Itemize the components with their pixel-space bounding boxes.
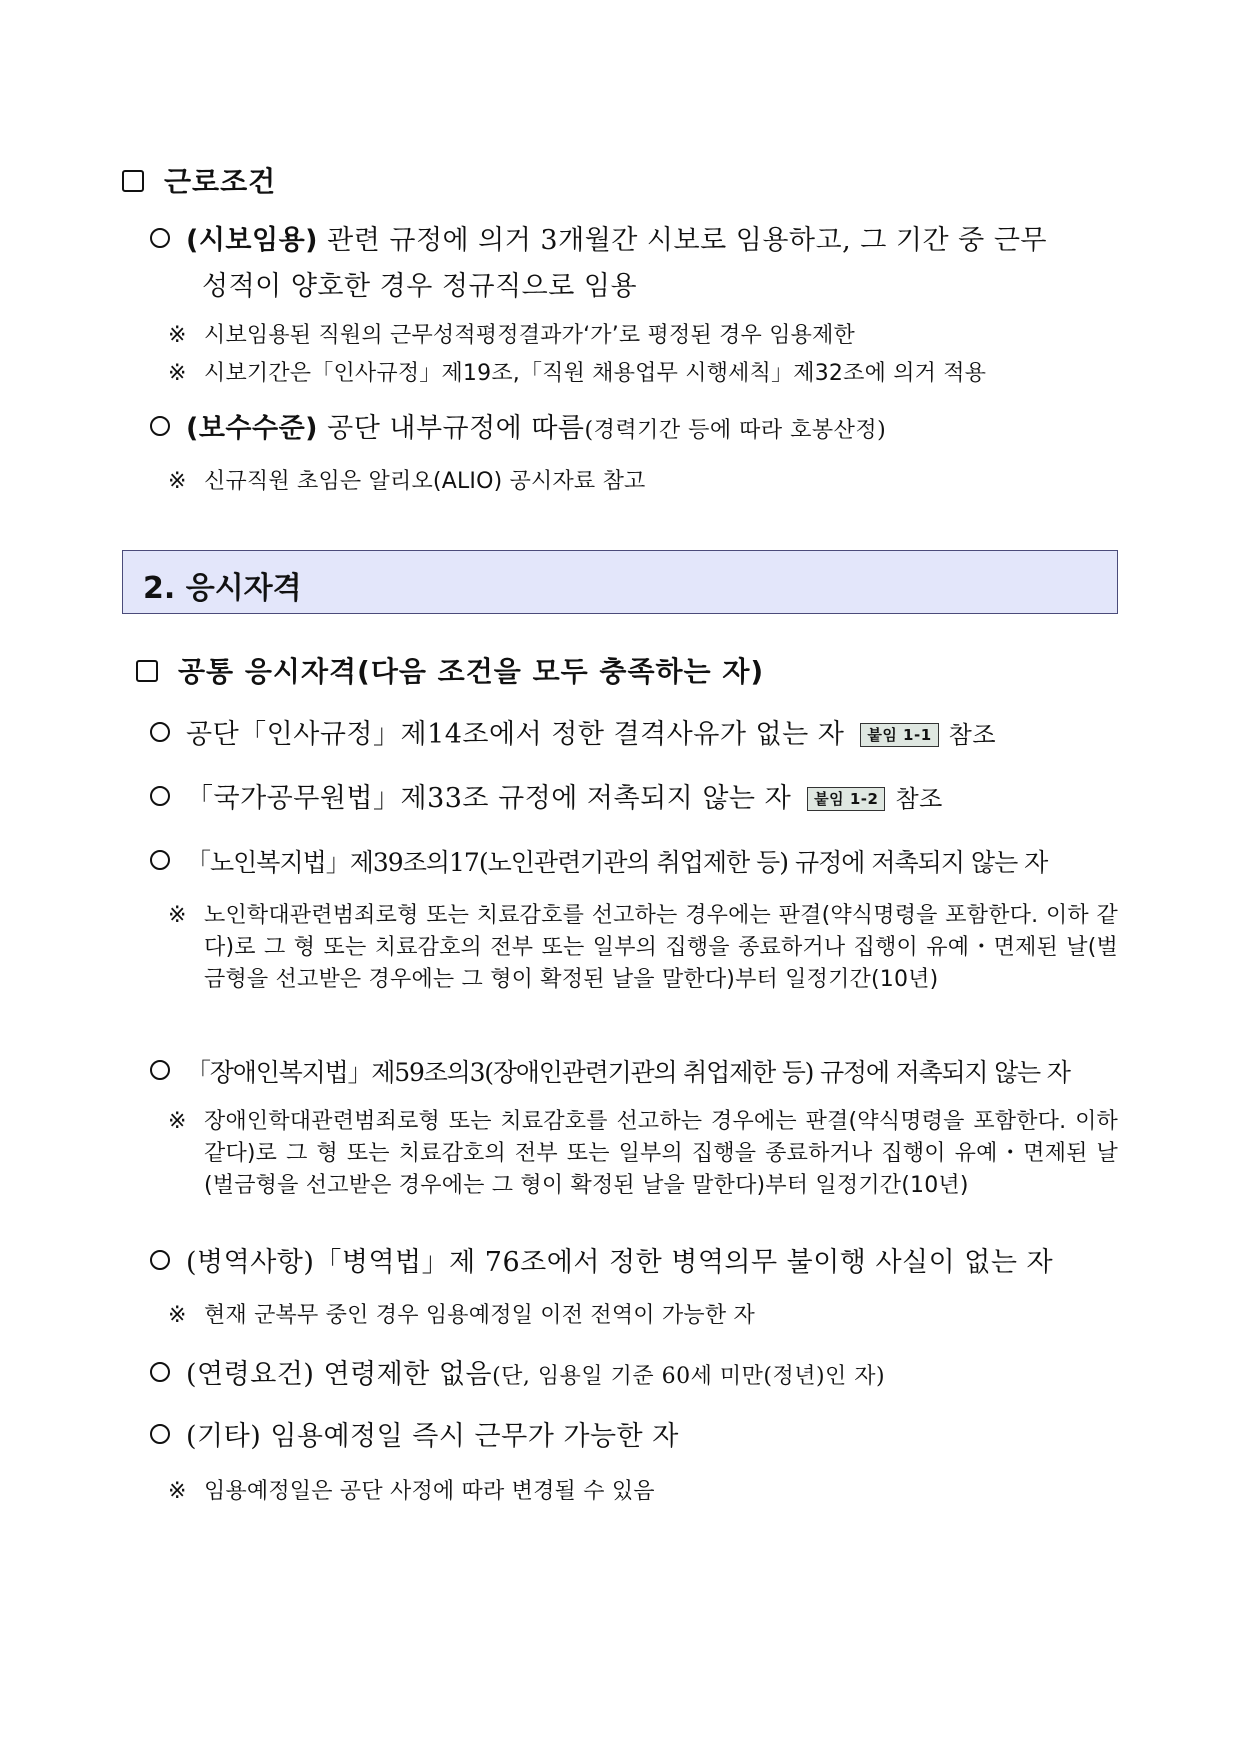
eligibility-item-other: (기타) 임용예정일 즉시 근무가 가능한 자 <box>150 1414 679 1460</box>
note-disabled-abuse: ※ 장애인학대관련범죄로형 또는 치료감호를 선고하는 경우에는 판결(약식명령을 포함한다. 이하 같다)로 그 형 또는 치료감호의 전부 또는 일부의 집행을 종료하거나 집행이 유예・면제된 날(벌금형을 선고받은 경우에는 그 형이 확정된 날을 말한다)부터 일정기간(10년) <box>168 1109 1118 1198</box>
common-eligibility-heading: 공통 응시자격(다음 조건을 모두 충족하는 자) <box>136 650 764 690</box>
section-title-bar <box>122 550 1118 614</box>
circle-bullet-icon <box>150 1424 170 1444</box>
pay-text: 공단 내부규정에 따름 <box>327 413 585 444</box>
note-military: ※ 현재 군복무 중인 경우 임용예정일 이전 전역이 가능한 자 <box>168 1303 755 1328</box>
probation-text-cont: 성적이 양호한 경우 정규직으로 임용 <box>202 271 638 302</box>
attachment-ref-1-2: 붙임 1-2 <box>807 787 885 811</box>
square-bullet-icon <box>136 660 158 682</box>
square-bullet-icon <box>122 170 144 192</box>
probation-text: 관련 규정에 의거 3개월간 시보로 임용하고, 그 기간 중 근무 <box>327 225 1047 256</box>
pay-small: (경력기간 등에 따라 호봉산정) <box>584 418 887 443</box>
eligibility-item-1: 공단「인사규정」제14조에서 정한 결격사유가 없는 자 붙임 1-1 참조 <box>150 712 996 758</box>
note-alio: ※ 신규직원 초임은 알리오(ALIO) 공시자료 참고 <box>168 469 646 494</box>
circle-bullet-icon <box>150 1362 170 1382</box>
circle-bullet-icon <box>150 1060 170 1080</box>
circle-bullet-icon <box>150 722 170 742</box>
section-title: 2. 응시자격 <box>143 571 302 606</box>
note-probation-restriction: ※ 시보임용된 직원의 근무성적평정결과가‘가’로 평정된 경우 임용제한 <box>168 323 856 348</box>
pay-label: (보수수준) <box>186 413 319 444</box>
circle-bullet-icon <box>150 786 170 806</box>
note-elder-abuse: ※ 노인학대관련범죄로형 또는 치료감호를 선고하는 경우에는 판결(약식명령을 포함한다. 이하 같다)로 그 형 또는 치료감호의 전부 또는 일부의 집행을 종료하거나 집행이 유예・면제된 날(벌금형을 선고받은 경우에는 그 형이 확정된 날을 말한다)부터 일정기간(10년) <box>168 903 1118 992</box>
eligibility-item-4: 「장애인복지법」제59조의3(장애인관련기관의 취업제한 등) 규정에 저촉되지 않는 자 <box>150 1050 1070 1096</box>
eligibility-item-3: 「노인복지법」제39조의17(노인관련기관의 취업제한 등) 규정에 저촉되지 않는 자 <box>150 840 1047 886</box>
circle-bullet-icon <box>150 1250 170 1270</box>
note-probation-period: ※ 시보기간은「인사규정」제19조,「직원 채용업무 시행세칙」제32조에 의거 적용 <box>168 361 987 386</box>
eligibility-item-2: 「국가공무원법」제33조 규정에 저촉되지 않는 자 붙임 1-2 참조 <box>150 776 943 822</box>
attachment-ref-1-1: 붙임 1-1 <box>860 723 938 747</box>
probation-label: (시보임용) <box>186 225 319 256</box>
pay-item <box>150 406 886 454</box>
eligibility-item-age: (연령요건) 연령제한 없음(단, 임용일 기준 60세 미만(정년)인 자) <box>150 1352 885 1400</box>
circle-bullet-icon <box>150 228 170 248</box>
work-conditions-heading: 근로조건 <box>122 160 276 200</box>
eligibility-item-military: (병역사항)「병역법」제 76조에서 정한 병역의무 불이행 사실이 없는 자 <box>150 1240 1053 1286</box>
note-start-date: ※ 임용예정일은 공단 사정에 따라 변경될 수 있음 <box>168 1479 655 1504</box>
circle-bullet-icon <box>150 850 170 870</box>
circle-bullet-icon <box>150 416 170 436</box>
probation-item <box>150 218 1047 264</box>
